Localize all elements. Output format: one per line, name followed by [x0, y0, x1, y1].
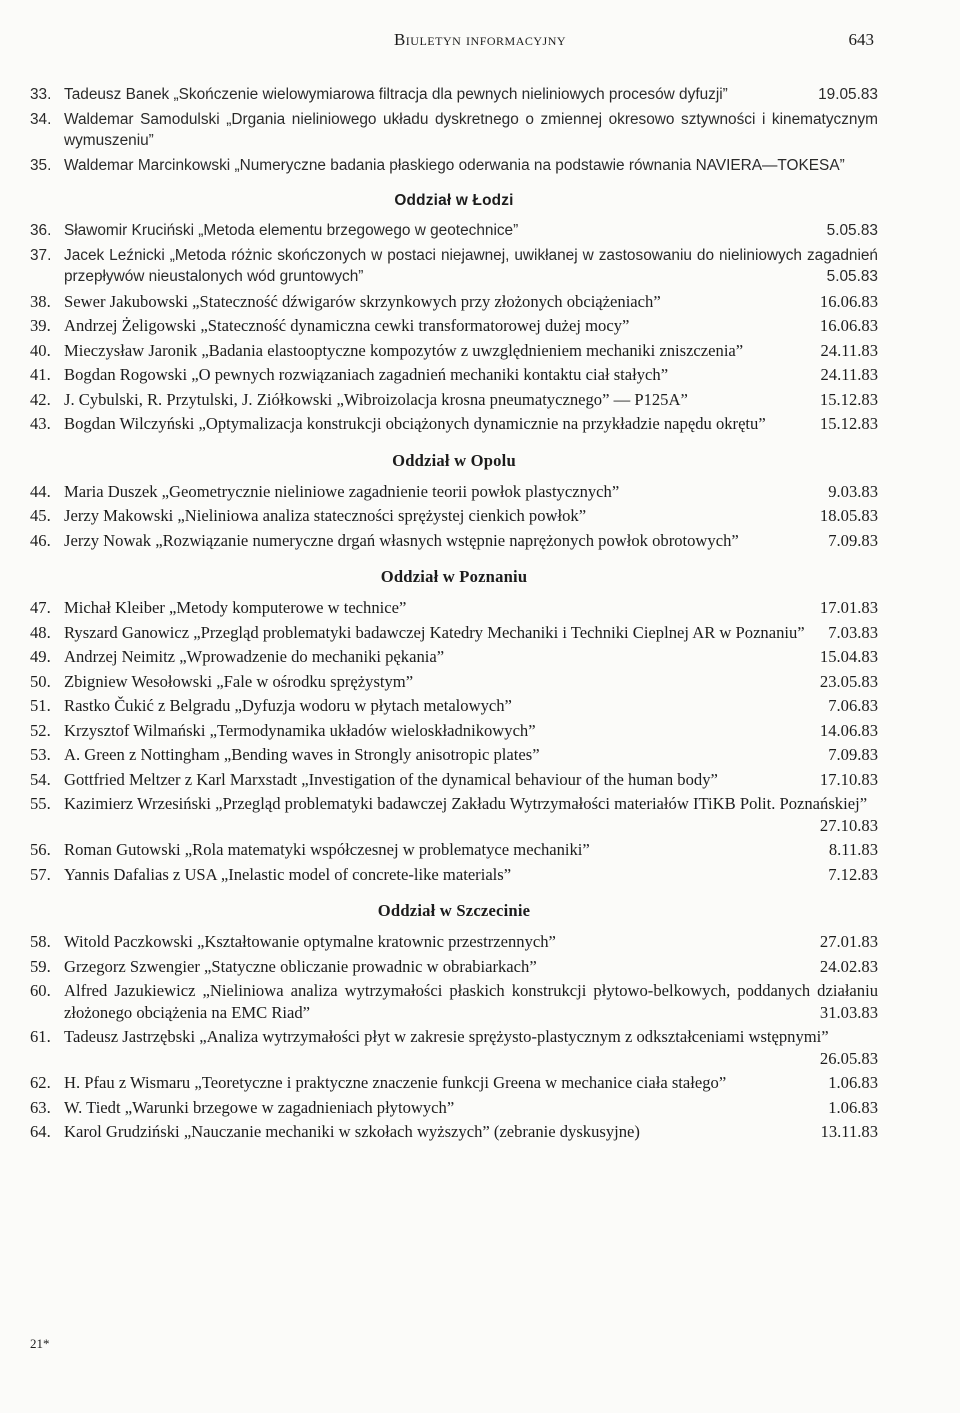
entry-text	[64, 84, 878, 106]
list-item	[30, 291, 878, 313]
list-item	[30, 1097, 878, 1119]
entry-text	[64, 315, 878, 337]
entry-number: 64.	[30, 1122, 51, 1141]
entry-number: 42.	[30, 389, 51, 409]
list-item	[30, 671, 878, 693]
entry-date: 5.05.83	[826, 268, 878, 285]
entry-number: 58.	[30, 932, 51, 951]
entry-number: 61.	[30, 1027, 51, 1046]
list-item	[30, 364, 878, 386]
entry-title: Rastko Čukić z Belgradu „Dyfuzja wodoru w płytach metalowych”	[64, 696, 512, 715]
entry-number: 41.	[30, 365, 51, 384]
entry-number: 48.	[30, 622, 51, 642]
list-item	[30, 1026, 878, 1069]
entry-date: 24.02.83	[819, 956, 878, 976]
entry-number: 37.	[30, 246, 52, 264]
entry-title: Kazimierz Wrzesiński „Przegląd problematyki badawczej Zakładu Wytrzymałości materiałów ITiKB Polit. Poznańskiej”	[64, 794, 868, 813]
list-item	[30, 530, 878, 552]
entry-text	[64, 364, 878, 386]
page-number: 643	[848, 30, 874, 49]
entry-number: 36.	[30, 222, 52, 239]
list-item	[30, 622, 878, 644]
entry-number: 45.	[30, 506, 51, 525]
entry-date: 15.04.83	[819, 647, 878, 666]
entry-title: Witold Paczkowski „Kształtowanie optymalne kratownic przestrzennych”	[64, 932, 556, 951]
entry-number: 53.	[30, 745, 51, 764]
list-item	[30, 315, 878, 337]
page-content	[30, 84, 878, 1146]
entry-title: Krzysztof Wilmański „Termodynamika układów wieloskładnikowych”	[64, 720, 536, 740]
entry-number: 49.	[30, 647, 51, 666]
entry-date: 15.12.83	[819, 414, 878, 433]
entry-title: Yannis Dafalias z USA „Inelastic model of concrete-like materials”	[64, 864, 512, 884]
entry-text	[64, 793, 878, 836]
entry-number: 35.	[30, 156, 52, 174]
list-item	[30, 155, 878, 177]
entry-number: 56.	[30, 840, 51, 859]
entry-text	[64, 931, 878, 953]
entry-number: 54.	[30, 769, 51, 789]
entry-title: Mieczysław Jaronik „Badania elastooptyczne kompozytów z uwzględnieniem mechaniki zniszczenia”	[64, 340, 744, 360]
entry-number: 43.	[30, 414, 51, 433]
entry-text	[64, 413, 878, 435]
entry-title: W. Tiedt „Warunki brzegowe w zagadnieniach płytowych”	[64, 1097, 455, 1117]
entry-date: 7.12.83	[828, 864, 878, 884]
entry-number: 59.	[30, 956, 51, 976]
running-title: Biuletyn informacyjny	[393, 30, 567, 49]
list-item	[30, 597, 878, 619]
entry-title: Sewer Jakubowski „Stateczność dźwigarów skrzynkowych przy złożonych obciążeniach”	[64, 291, 661, 311]
entry-number: 63.	[30, 1097, 51, 1117]
entry-number: 34.	[30, 110, 52, 128]
entry-number: 44.	[30, 481, 51, 501]
entry-date: 7.09.83	[828, 530, 878, 550]
entry-text	[64, 340, 878, 362]
entry-text	[64, 864, 878, 886]
section-heading-poznan: Oddział w Poznaniu	[380, 567, 528, 586]
entry-date: 27.10.83	[819, 815, 878, 835]
list-item	[30, 505, 878, 527]
section-heading-szczecin: Oddział w Szczecinie	[377, 901, 531, 920]
entry-text	[64, 1072, 878, 1094]
entry-text	[64, 980, 878, 1023]
entry-text	[64, 646, 878, 668]
list-item	[30, 744, 878, 766]
entry-text: Waldemar Samodulski „Drgania nieliniowego układu dyskretnego o zmiennej okresowo sztywności i kinematycznym wymuszeniu”	[64, 110, 878, 149]
entry-number: 39.	[30, 316, 51, 335]
list-item	[30, 931, 878, 953]
list-item	[30, 220, 878, 242]
list-item	[30, 864, 878, 886]
entry-text: Waldemar Marcinkowski „Numeryczne badania płaskiego oderwania na podstawie równania NAVIERA—TOKESA”	[64, 156, 845, 174]
entry-number: 40.	[30, 340, 51, 360]
section-heading-opole: Oddział w Opolu	[392, 450, 516, 470]
list-item	[30, 340, 878, 362]
entry-title: Tadeusz Jastrzębski „Analiza wytrzymałości płyt w zakresie sprężysto-plastycznym z odkształceniami wstępnymi”	[64, 1027, 829, 1046]
entry-date: 14.06.83	[819, 720, 878, 740]
list-item	[30, 720, 878, 742]
entry-date: 9.03.83	[828, 481, 878, 501]
entry-title: Jerzy Makowski „Nieliniowa analiza stateczności sprężystej cienkich powłok”	[64, 506, 587, 525]
list-item	[30, 793, 878, 836]
entry-text	[64, 389, 878, 411]
list-item	[30, 646, 878, 668]
entry-text	[64, 720, 878, 742]
entry-text	[64, 597, 878, 619]
section-heading-lodz: Oddział w Łodzi	[394, 192, 514, 209]
entry-date: 7.06.83	[828, 696, 878, 715]
entry-text	[64, 769, 878, 791]
entry-title: H. Pfau z Wismaru „Teoretyczne i praktyczne znaczenie funkcji Greena w mechanice ciała stałego”	[64, 1073, 727, 1092]
entry-date: 5.05.83	[826, 222, 878, 239]
entry-title: Jerzy Nowak „Rozwiązanie numeryczne drgań własnych wstępnie naprężonych powłok obrotowych”	[64, 530, 739, 550]
entry-date: 26.05.83	[819, 1048, 878, 1068]
entry-date: 19.05.83	[818, 86, 878, 103]
entry-title: Karol Grudziński „Nauczanie mechaniki w szkołach wyższych” (zebranie dyskusyjne)	[64, 1122, 640, 1141]
list-item	[30, 769, 878, 791]
entry-title: Maria Duszek „Geometrycznie nieliniowe zagadnienie teorii powłok plastycznych”	[64, 481, 620, 501]
entry-number: 62.	[30, 1073, 51, 1092]
entry-number: 38.	[30, 291, 51, 311]
entry-number: 57.	[30, 864, 51, 884]
entry-title: Ryszard Ganowicz „Przegląd problematyki badawczej Katedry Mechaniki i Techniki Cieplnej AR w Poznaniu”	[64, 622, 805, 642]
entry-date: 16.06.83	[819, 291, 878, 311]
entry-date: 24.11.83	[820, 365, 878, 384]
entry-number: 33.	[30, 86, 52, 103]
entry-text	[64, 530, 878, 552]
entry-date: 8.11.83	[828, 840, 878, 859]
entry-date: 18.05.83	[819, 506, 878, 525]
entry-text	[64, 956, 878, 978]
entry-text	[64, 695, 878, 717]
entry-date: 17.10.83	[819, 769, 878, 789]
entry-title: Michał Kleiber „Metody komputerowe w technice”	[64, 598, 407, 617]
entry-title: Bogdan Rogowski „O pewnych rozwiązaniach zagadnień mechaniki kontaktu ciał stałych”	[64, 365, 669, 384]
list-item	[30, 1121, 878, 1143]
entry-number: 46.	[30, 530, 51, 550]
list-item	[30, 695, 878, 717]
entry-date: 1.06.83	[828, 1073, 878, 1092]
entry-title: A. Green z Nottingham „Bending waves in Strongly anisotropic plates”	[64, 745, 540, 764]
list-item	[30, 839, 878, 861]
entry-title: Roman Gutowski „Rola matematyki współczesnej w problematyce mechaniki”	[64, 840, 590, 859]
list-item	[30, 84, 878, 106]
list-item	[30, 413, 878, 435]
entry-text	[64, 1026, 878, 1069]
entry-date: 1.06.83	[828, 1097, 878, 1117]
entry-title: Andrzej Żeligowski „Stateczność dynamiczna cewki transformatorowej dużej mocy”	[64, 316, 630, 335]
entry-text	[64, 220, 878, 242]
list-item	[30, 980, 878, 1023]
entry-number: 60.	[30, 981, 51, 1000]
entry-text	[64, 671, 878, 693]
entry-date: 7.03.83	[828, 622, 878, 642]
entry-date: 16.06.83	[819, 316, 878, 335]
entry-title: Jacek Leźnicki „Metoda różnic skończonych w postaci niejawnej, uwikłanej w zastosowaniu do nieliniowych zagadnień przepływów nieustalonych wód gruntowych”	[64, 246, 878, 285]
list-item	[30, 109, 878, 152]
entry-date: 31.03.83	[819, 1002, 878, 1022]
entry-date: 15.12.83	[819, 389, 878, 409]
entry-number: 51.	[30, 696, 51, 715]
list-item	[30, 389, 878, 411]
entry-title: Bogdan Wilczyński „Optymalizacja konstrukcji obciążonych dynamicznie na przykładzie napędu okrętu”	[64, 414, 766, 433]
entry-title: Alfred Jazukiewicz „Nieliniowa analiza wytrzymałości płaskich konstrukcji płytowo-belkowych, poddanych działaniu złożonego obciążenia na EMC Riad”	[64, 981, 878, 1022]
page-header	[0, 30, 960, 54]
entry-text	[64, 1121, 878, 1143]
entry-date: 23.05.83	[819, 671, 878, 691]
entry-title: J. Cybulski, R. Przytulski, J. Ziółkowski „Wibroizolacja krosna pneumatycznego” — P125A”	[64, 389, 688, 409]
entry-title: Gottfried Meltzer z Karl Marxstadt „Investigation of the dynamical behaviour of the human body”	[64, 769, 718, 789]
entry-date: 27.01.83	[819, 932, 878, 951]
entry-number: 52.	[30, 720, 51, 740]
entry-text	[64, 291, 878, 313]
entry-number: 47.	[30, 598, 51, 617]
entry-title: Andrzej Neimitz „Wprowadzenie do mechaniki pękania”	[64, 647, 445, 666]
entry-date: 24.11.83	[820, 340, 878, 360]
entry-title: Zbigniew Wesołowski „Fale w ośrodku sprężystym”	[64, 671, 414, 691]
entry-number: 50.	[30, 671, 51, 691]
list-item	[30, 1072, 878, 1094]
entry-title: Tadeusz Banek „Skończenie wielowymiarowa filtracja dla pewnych nieliniowych procesów dyfuzji”	[64, 86, 728, 103]
entry-date: 7.09.83	[828, 745, 878, 764]
entry-number: 55.	[30, 794, 51, 813]
entry-date: 13.11.83	[820, 1122, 878, 1141]
entry-text	[64, 505, 878, 527]
entry-title: Grzegorz Szwengier „Statyczne obliczanie prowadnic w obrabiarkach”	[64, 956, 537, 976]
entry-title: Sławomir Kruciński „Metoda elementu brzegowego w geotechnice”	[64, 222, 519, 239]
entry-text	[64, 622, 878, 644]
signature-mark: 21*	[30, 1336, 50, 1351]
entry-text	[64, 245, 878, 288]
entry-date: 17.01.83	[819, 598, 878, 617]
list-item	[30, 245, 878, 288]
list-item	[30, 956, 878, 978]
entry-text	[64, 481, 878, 503]
list-item	[30, 481, 878, 503]
entry-text	[64, 744, 878, 766]
entry-text	[64, 839, 878, 861]
entry-text	[64, 1097, 878, 1119]
